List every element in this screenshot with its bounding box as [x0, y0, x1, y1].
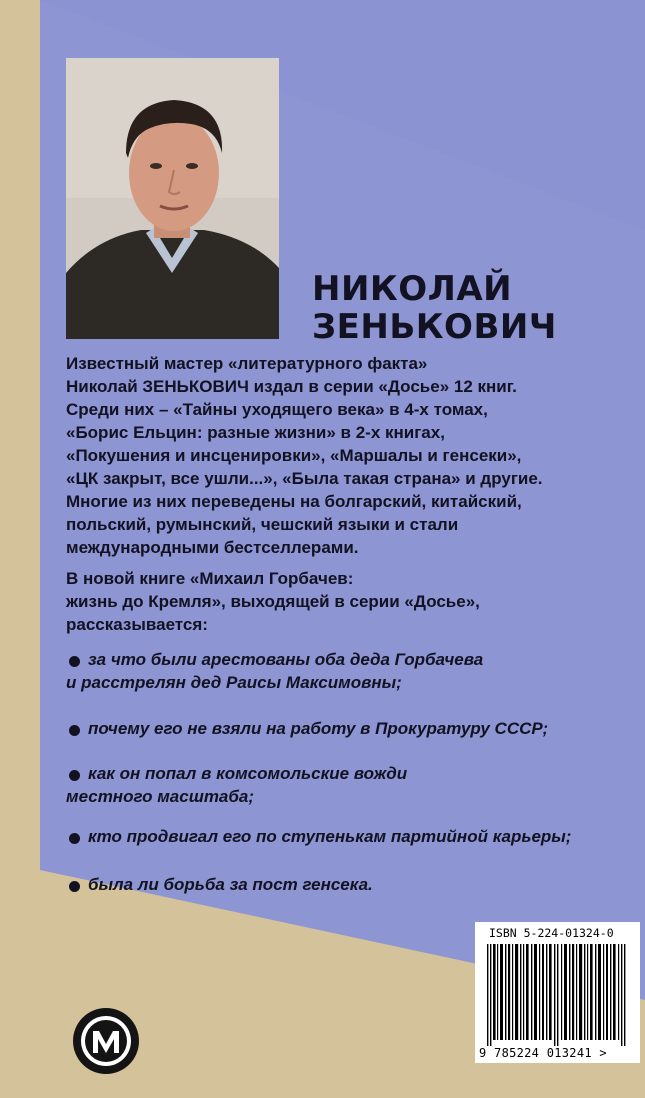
publisher-logo-icon	[72, 1007, 140, 1075]
book-intro	[66, 567, 626, 636]
bullet-text-continued: местного масштаба;	[66, 787, 255, 806]
isbn-number: ISBN 5-224-01324-0	[489, 926, 614, 940]
ean-number: 9 785224 013241 >	[479, 1046, 607, 1060]
bullet-text: была ли борьба за пост генсека.	[88, 875, 373, 894]
bio-line: международными бестселлерами.	[66, 538, 359, 557]
bullet-text: за что были арестованы оба деда Горбачева	[88, 650, 484, 669]
author-bio	[66, 352, 636, 559]
bullet-text: как он попал в комсомольские вожди	[88, 764, 408, 783]
barcode-icon	[481, 944, 636, 1046]
bio-line: Николай ЗЕНЬКОВИЧ издал в серии «Досье» 12 книг.	[66, 377, 517, 396]
bullet-item	[66, 825, 641, 848]
bio-line: «Борис Ельцин: разные жизни» в 2-х книгах,	[66, 423, 445, 442]
bullet-dot-icon	[69, 656, 80, 667]
bullet-text: почему его не взяли на работу в Прокуратуру СССР;	[88, 719, 549, 738]
bullet-item	[66, 717, 641, 740]
bullet-text: кто продвигал его по ступенькам партийной карьеры;	[88, 827, 572, 846]
bio-line: польский, румынский, чешский языки и стали	[66, 515, 459, 534]
bullet-dot-icon	[69, 770, 80, 781]
bullet-dot-icon	[69, 725, 80, 736]
bullet-text-continued: и расстрелян дед Раисы Максимовны;	[66, 673, 402, 692]
bio-line: «Покушения и инсценировки», «Маршалы и генсеки»,	[66, 446, 522, 465]
intro-line: рассказывается:	[66, 615, 208, 634]
bullet-dot-icon	[69, 833, 80, 844]
author-first-name: НИКОЛАЙ	[312, 269, 513, 309]
bullet-item	[66, 648, 641, 694]
bullet-item	[66, 873, 641, 896]
author-last-name: ЗЕНЬКОВИЧ	[312, 307, 557, 347]
intro-line: жизнь до Кремля», выходящей в серии «Досье»,	[66, 592, 480, 611]
bullet-item	[66, 762, 641, 808]
isbn-barcode-block	[475, 922, 640, 1063]
bio-line: Известный мастер «литературного факта»	[66, 354, 428, 373]
author-photo	[66, 58, 279, 339]
bio-line: Многие из них переведены на болгарский, китайский,	[66, 492, 522, 511]
author-name	[312, 270, 557, 346]
bullet-dot-icon	[69, 881, 80, 892]
bio-line: Среди них – «Тайны уходящего века» в 4-х томах,	[66, 400, 488, 419]
bio-line: «ЦК закрыт, все ушли...», «Была такая страна» и другие.	[66, 469, 543, 488]
intro-line: В новой книге «Михаил Горбачев:	[66, 569, 354, 588]
